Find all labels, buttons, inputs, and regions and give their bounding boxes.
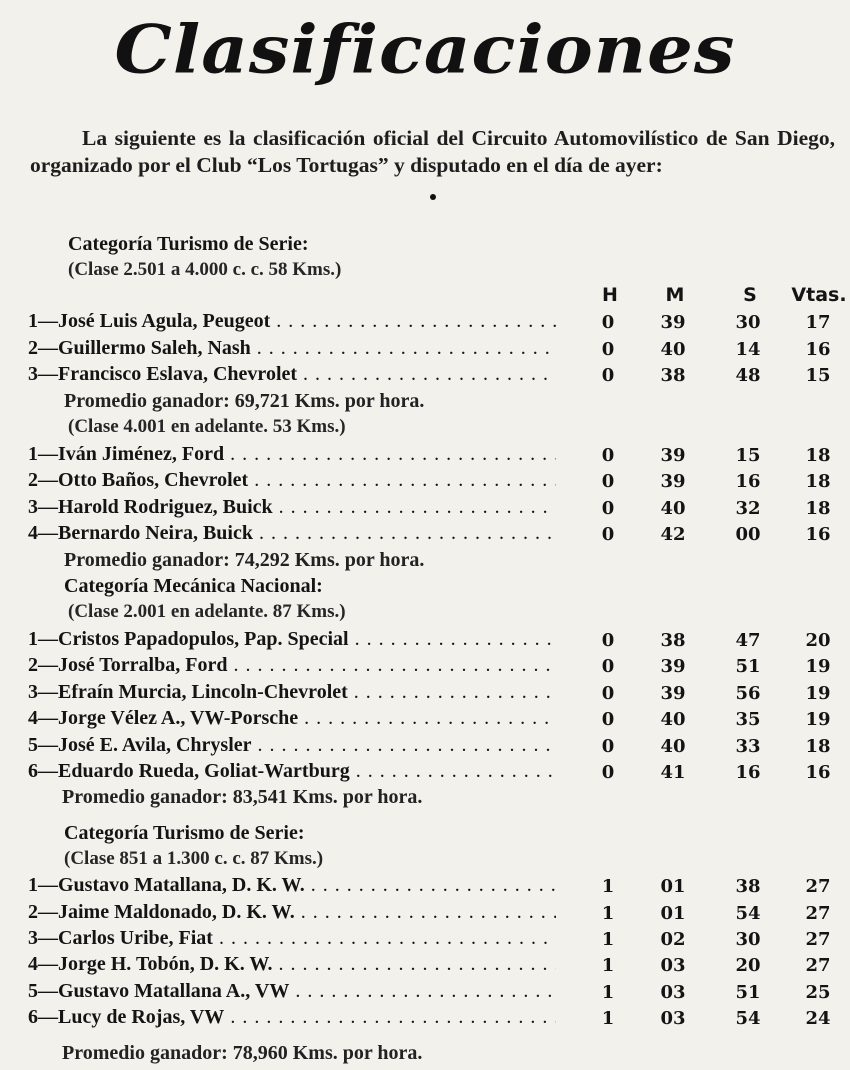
hours-cell: 0 (601, 630, 615, 651)
laps-cell: 19 (805, 683, 831, 704)
laps-cell: 27 (805, 929, 831, 950)
table-row (0, 443, 850, 469)
laps-cell: 16 (805, 339, 831, 360)
section-heading: Categoría Turismo de Serie: (64, 822, 305, 844)
driver-name: 1—José Luis Agula, Peugeot . . . (28, 310, 556, 333)
hours-cell: 0 (601, 656, 615, 677)
table-row (0, 363, 850, 389)
laps-cell: 16 (805, 762, 831, 783)
hours-cell: 1 (601, 982, 615, 1003)
laps-cell: 24 (805, 1008, 831, 1029)
driver-name: 2—José Torralba, Ford . . . (28, 654, 556, 677)
hours-cell: 1 (601, 1008, 615, 1029)
seconds-cell: 47 (735, 630, 761, 651)
minutes-cell: 03 (660, 1008, 686, 1029)
minutes-cell: 39 (660, 683, 686, 704)
table-row (0, 734, 850, 760)
driver-name: 3—Francisco Eslava, Chevrolet . . . (28, 363, 556, 386)
laps-cell: 25 (805, 982, 831, 1003)
seconds-cell: 30 (735, 929, 761, 950)
table-row (0, 980, 850, 1006)
minutes-cell: 01 (660, 903, 686, 924)
seconds-cell: 51 (735, 982, 761, 1003)
laps-cell: 27 (805, 955, 831, 976)
hours-cell: 1 (601, 955, 615, 976)
minutes-cell: 39 (660, 656, 686, 677)
table-row (0, 522, 850, 548)
laps-cell: 27 (805, 876, 831, 897)
ink-dot (430, 194, 436, 200)
driver-name: 1—Iván Jiménez, Ford . . . (28, 443, 556, 466)
hours-cell: 0 (601, 683, 615, 704)
seconds-cell: 15 (735, 445, 761, 466)
table-row (0, 707, 850, 733)
class-line: (Clase 851 a 1.300 c. c. 87 Kms.) (64, 848, 324, 869)
class-line: (Clase 4.001 en adelante. 53 Kms.) (68, 416, 346, 437)
hours-cell: 0 (601, 471, 615, 492)
minutes-cell: 38 (660, 630, 686, 651)
driver-name: 1—Gustavo Matallana, D. K. W. . . . (28, 874, 556, 897)
driver-name: 4—Jorge Vélez A., VW-Porsche . . . (28, 707, 556, 730)
table-row (0, 760, 850, 786)
driver-name: 2—Jaime Maldonado, D. K. W. . . . (28, 901, 556, 924)
minutes-cell: 40 (660, 709, 686, 730)
average-speed-line: Promedio ganador: 74,292 Kms. por hora. (64, 549, 425, 571)
seconds-cell: 54 (735, 903, 761, 924)
driver-name: 5—José E. Avila, Chrysler . . . (28, 734, 556, 757)
section-heading: Categoría Turismo de Serie: (68, 233, 309, 255)
minutes-cell: 42 (660, 524, 686, 545)
seconds-cell: 16 (735, 471, 761, 492)
table-row (0, 496, 850, 522)
minutes-cell: 02 (660, 929, 686, 950)
laps-cell: 15 (805, 365, 831, 386)
minutes-cell: 39 (660, 471, 686, 492)
laps-cell: 19 (805, 656, 831, 677)
hours-cell: 0 (601, 709, 615, 730)
laps-cell: 18 (805, 445, 831, 466)
laps-cell: 19 (805, 709, 831, 730)
table-row (0, 628, 850, 654)
seconds-cell: 16 (735, 762, 761, 783)
table-row (0, 681, 850, 707)
driver-name: 2—Guillermo Saleh, Nash . . . (28, 337, 556, 360)
laps-cell: 16 (805, 524, 831, 545)
column-header-s: S (743, 284, 757, 306)
hours-cell: 1 (601, 876, 615, 897)
column-header-h: H (602, 284, 618, 306)
minutes-cell: 40 (660, 498, 686, 519)
minutes-cell: 01 (660, 876, 686, 897)
table-row (0, 927, 850, 953)
seconds-cell: 54 (735, 1008, 761, 1029)
hours-cell: 0 (601, 365, 615, 386)
driver-name: 3—Carlos Uribe, Fiat . . . (28, 927, 556, 950)
seconds-cell: 30 (735, 312, 761, 333)
seconds-cell: 32 (735, 498, 761, 519)
minutes-cell: 40 (660, 339, 686, 360)
table-row (0, 901, 850, 927)
average-speed-line: Promedio ganador: 69,721 Kms. por hora. (64, 390, 425, 412)
section-heading: Categoría Mecánica Nacional: (64, 575, 323, 597)
average-speed-line: Promedio ganador: 83,541 Kms. por hora. (62, 786, 423, 808)
minutes-cell: 03 (660, 982, 686, 1003)
table-row (0, 953, 850, 979)
seconds-cell: 51 (735, 656, 761, 677)
minutes-cell: 38 (660, 365, 686, 386)
driver-name: 2—Otto Baños, Chevrolet . . . (28, 469, 556, 492)
minutes-cell: 40 (660, 736, 686, 757)
driver-name: 6—Lucy de Rojas, VW . . . (28, 1006, 556, 1029)
table-row (0, 874, 850, 900)
laps-cell: 18 (805, 498, 831, 519)
column-header-m: M (665, 284, 685, 306)
driver-name: 4—Jorge H. Tobón, D. K. W. . . . (28, 953, 556, 976)
intro-paragraph: La siguiente es la clasificación oficial del Circuito Automovilístico de San Diego, organizado por el Club “Los Tortugas” y disputado en el día de ayer: (30, 126, 835, 177)
table-row (0, 310, 850, 336)
seconds-cell: 14 (735, 339, 761, 360)
hours-cell: 0 (601, 498, 615, 519)
driver-name: 1—Cristos Papadopulos, Pap. Special . . . (28, 628, 556, 651)
driver-name: 6—Eduardo Rueda, Goliat-Wartburg . . . (28, 760, 556, 783)
driver-name: 4—Bernardo Neira, Buick . . . (28, 522, 556, 545)
minutes-cell: 39 (660, 312, 686, 333)
laps-cell: 18 (805, 736, 831, 757)
seconds-cell: 33 (735, 736, 761, 757)
seconds-cell: 20 (735, 955, 761, 976)
seconds-cell: 38 (735, 876, 761, 897)
page-title: Clasificaciones (114, 9, 736, 89)
class-line: (Clase 2.501 a 4.000 c. c. 58 Kms.) (68, 259, 342, 280)
laps-cell: 27 (805, 903, 831, 924)
hours-cell: 0 (601, 312, 615, 333)
hours-cell: 1 (601, 903, 615, 924)
driver-name: 5—Gustavo Matallana A., VW . . . (28, 980, 556, 1003)
hours-cell: 0 (601, 762, 615, 783)
minutes-cell: 03 (660, 955, 686, 976)
minutes-cell: 41 (660, 762, 686, 783)
laps-cell: 18 (805, 471, 831, 492)
table-row (0, 337, 850, 363)
seconds-cell: 35 (735, 709, 761, 730)
column-header-vtas: Vtas. (791, 284, 847, 306)
seconds-cell: 00 (735, 524, 761, 545)
table-row (0, 1006, 850, 1032)
average-speed-line: Promedio ganador: 78,960 Kms. por hora. (62, 1042, 423, 1064)
table-row (0, 469, 850, 495)
hours-cell: 0 (601, 524, 615, 545)
driver-name: 3—Efraín Murcia, Lincoln-Chevrolet . . . (28, 681, 556, 704)
hours-cell: 0 (601, 445, 615, 466)
class-line: (Clase 2.001 en adelante. 87 Kms.) (68, 601, 346, 622)
laps-cell: 20 (805, 630, 831, 651)
hours-cell: 0 (601, 736, 615, 757)
driver-name: 3—Harold Rodriguez, Buick . . . (28, 496, 556, 519)
laps-cell: 17 (805, 312, 831, 333)
table-row (0, 654, 850, 680)
hours-cell: 0 (601, 339, 615, 360)
seconds-cell: 56 (735, 683, 761, 704)
seconds-cell: 48 (735, 365, 761, 386)
minutes-cell: 39 (660, 445, 686, 466)
hours-cell: 1 (601, 929, 615, 950)
